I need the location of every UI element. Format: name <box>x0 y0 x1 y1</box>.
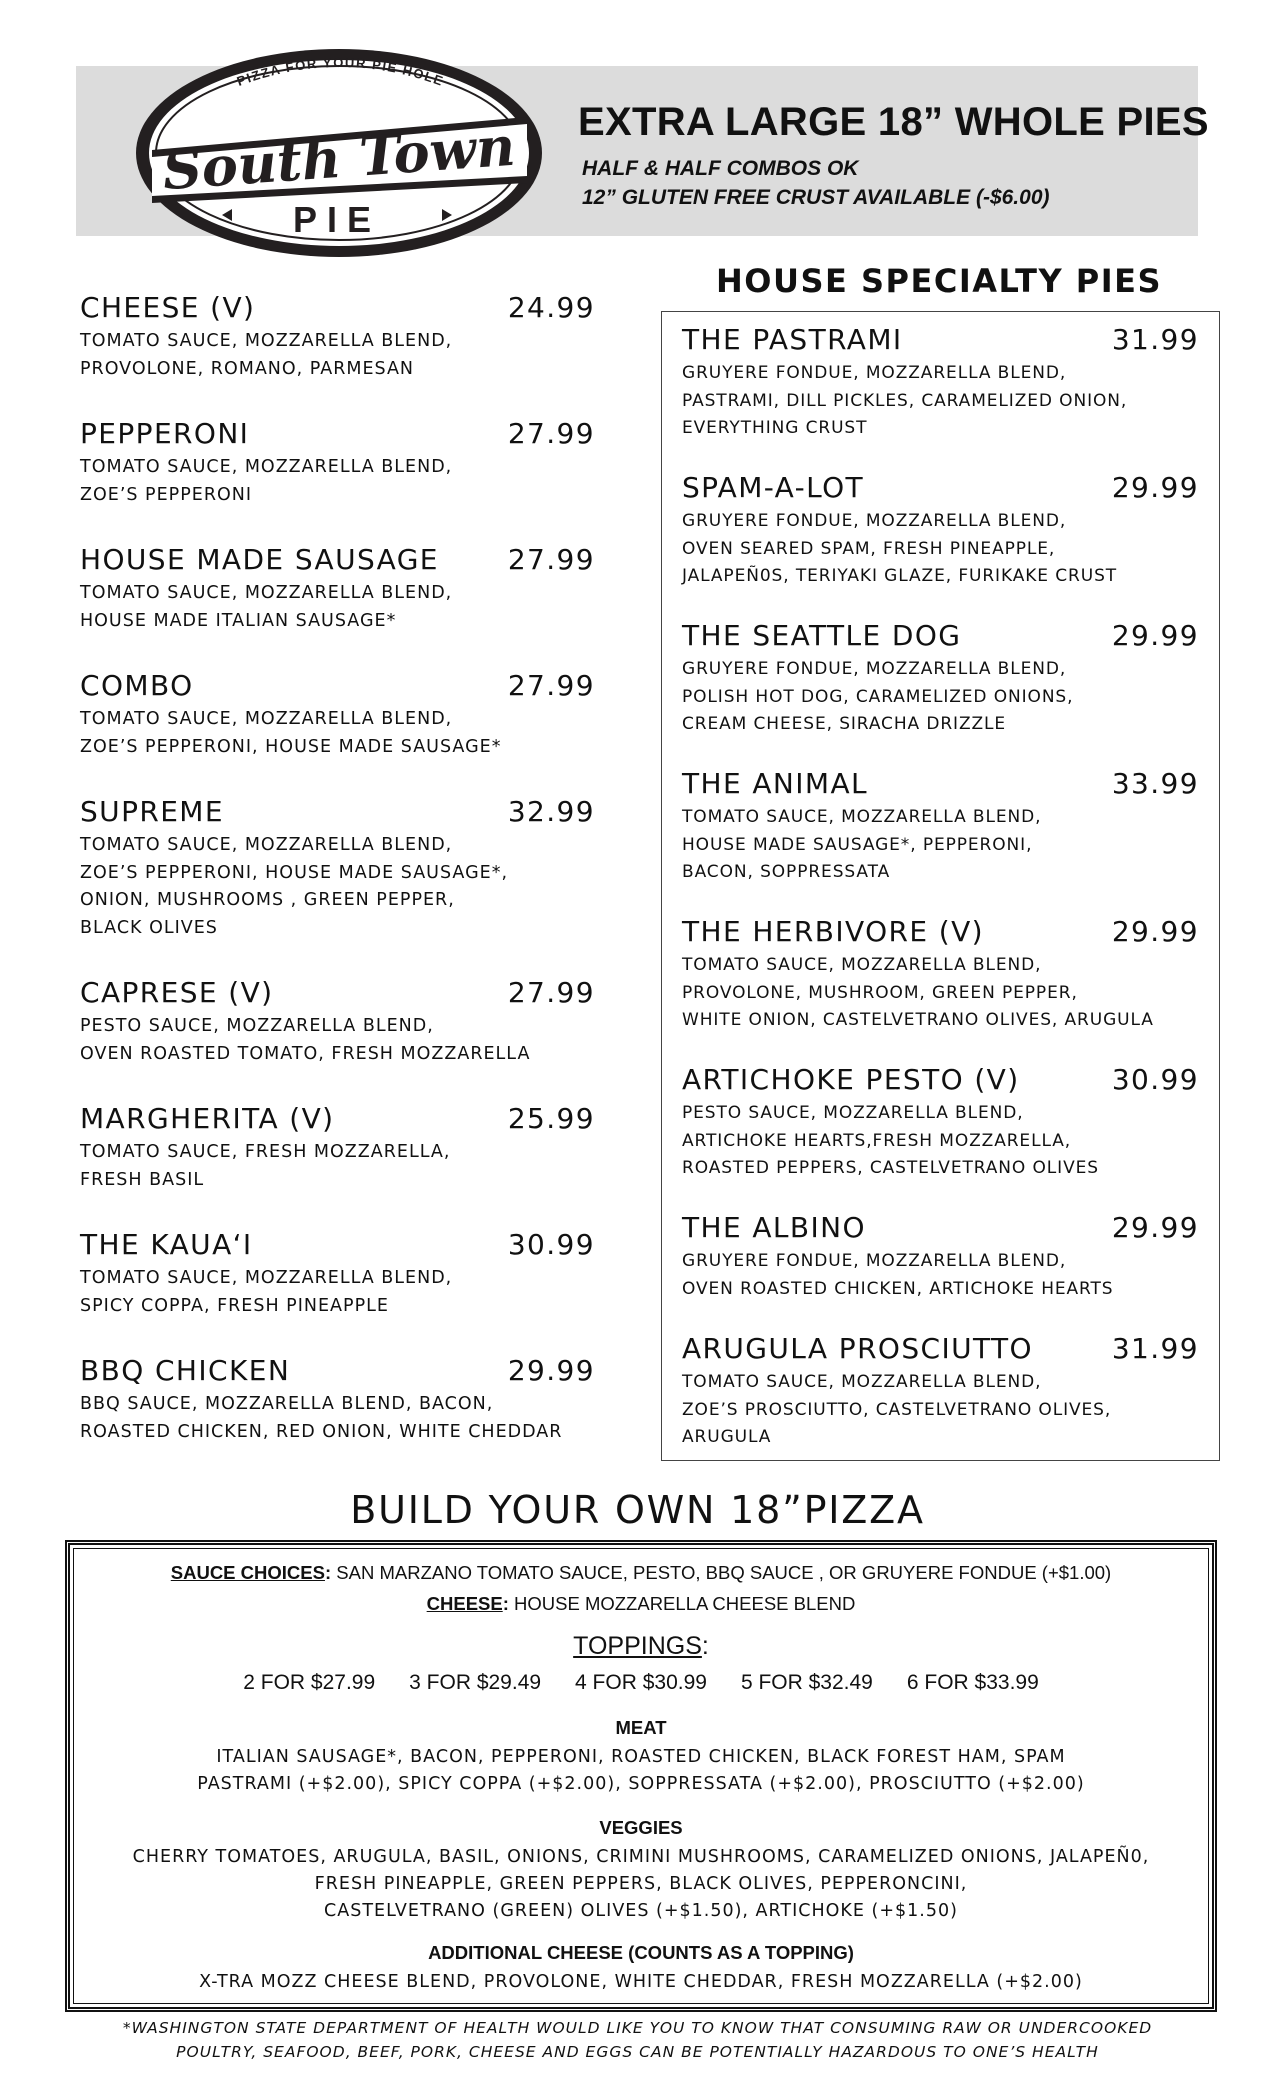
menu-item-name: THE PASTRAMI <box>682 323 903 356</box>
desc-line: TOMATO SAUCE, MOZZARELLA BLEND, <box>80 331 453 351</box>
desc-line: TOMATO SAUCE, FRESH MOZZARELLA, <box>80 1142 451 1162</box>
menu-item-description <box>80 706 595 761</box>
desc-line: ZOE’S PEPPERONI, HOUSE MADE SAUSAGE*, <box>80 862 509 883</box>
additional-cheese-line: X-TRA MOZZ CHEESE BLEND, PROVOLONE, WHITE CHEDDAR, FRESH MOZZARELLA (+$2.00) <box>199 1972 1083 1992</box>
veggie-line: CASTELVETRANO (GREEN) OLIVES (+$1.50), ARTICHOKE (+$1.50) <box>324 1901 958 1921</box>
cheese-text: HOUSE MOZZARELLA CHEESE BLEND <box>508 1593 856 1614</box>
menu-item-description <box>80 1139 595 1194</box>
toppings-label: TOPPINGS <box>573 1632 702 1660</box>
south-town-pie-logo <box>132 45 547 262</box>
menu-item <box>80 544 595 670</box>
menu-item-name: BBQ CHICKEN <box>80 1354 291 1387</box>
sauce-label: SAUCE CHOICES <box>170 1562 325 1583</box>
desc-line: ZOE’S PEPPERONI <box>80 484 253 505</box>
menu-item-price: 29.99 <box>507 1354 595 1387</box>
byo-inner-border <box>73 1548 1209 2004</box>
whole-pies-list <box>80 292 595 1481</box>
desc-line: GRUYERE FONDUE, MOZZARELLA BLEND, <box>682 511 1067 531</box>
byo-box <box>65 1540 1217 2012</box>
header-subtitle-combos: HALF & HALF COMBOS OK <box>582 157 859 180</box>
menu-item-price: 29.99 <box>1111 1211 1199 1244</box>
desc-line: TOMATO SAUCE, MOZZARELLA BLEND, <box>682 955 1042 975</box>
menu-item <box>80 1229 595 1355</box>
menu-item-name: MARGHERITA (V) <box>80 1102 335 1135</box>
menu-item-description <box>682 508 1199 591</box>
desc-line: JALAPEÑ0S, TERIYAKI GLAZE, FURIKAKE CRUST <box>682 566 1118 586</box>
menu-item-price: 27.99 <box>507 543 595 576</box>
topping-price: 6 FOR $33.99 <box>906 1671 1039 1694</box>
desc-line: HOUSE MADE SAUSAGE*, PEPPERONI, <box>682 834 1033 855</box>
byo-heading: BUILD YOUR OWN 18”PIZZA <box>350 1488 925 1532</box>
topping-price: 4 FOR $30.99 <box>575 1671 707 1694</box>
menu-item-description <box>682 360 1199 443</box>
menu-item <box>80 1103 595 1229</box>
desc-line: EVERYTHING CRUST <box>682 418 868 438</box>
header-title: EXTRA LARGE 18” WHOLE PIES <box>578 100 1209 144</box>
desc-line: ARTICHOKE HEARTS,FRESH MOZZARELLA, <box>682 1130 1072 1151</box>
menu-item-price: 30.99 <box>507 1228 595 1261</box>
menu-item-price: 27.99 <box>507 417 595 450</box>
desc-line: SPICY COPPA, FRESH PINEAPPLE <box>80 1295 389 1316</box>
menu-item-description <box>682 952 1199 1035</box>
menu-item-description <box>80 454 595 509</box>
menu-item-name: THE HERBIVORE (V) <box>682 915 984 948</box>
desc-line: GRUYERE FONDUE, MOZZARELLA BLEND, <box>682 363 1067 383</box>
toppings-colon: : <box>701 1632 709 1660</box>
menu-item-price: 27.99 <box>507 669 595 702</box>
desc-line: GRUYERE FONDUE, MOZZARELLA BLEND, <box>682 1251 1067 1271</box>
health-warning-line1: *WASHINGTON STATE DEPARTMENT OF HEALTH WOULD LIKE YOU TO KNOW THAT CONSUMING RAW OR UNDERCOOKED <box>122 2019 1153 2037</box>
menu-item-name: HOUSE MADE SAUSAGE <box>80 543 439 576</box>
health-warning-line2: POULTRY, SEAFOOD, BEEF, PORK, CHEESE AND EGGS CAN BE POTENTIALLY HAZARDOUS TO ONE’S HEALTH <box>176 2043 1099 2061</box>
desc-line: PROVOLONE, ROMANO, PARMESAN <box>80 358 415 379</box>
menu-item-description <box>682 656 1199 739</box>
desc-line: POLISH HOT DOG, CARAMELIZED ONIONS, <box>682 686 1074 707</box>
menu-item-price: 29.99 <box>1111 471 1199 504</box>
menu-item <box>682 620 1199 768</box>
menu-item <box>682 472 1199 620</box>
logo-name: South Town <box>160 113 518 203</box>
cheese-label: CHEESE <box>426 1593 503 1614</box>
menu-item-description <box>80 1265 595 1320</box>
toppings-heading <box>74 1632 1208 1661</box>
menu-item <box>682 1333 1199 1481</box>
menu-item-price: 31.99 <box>1111 1332 1199 1365</box>
menu-item-description <box>80 1391 595 1446</box>
veggies-heading: VEGGIES <box>599 1817 683 1838</box>
menu-item <box>682 324 1199 472</box>
menu-item-price: 32.99 <box>507 795 595 828</box>
topping-price: 3 FOR $29.49 <box>409 1671 542 1694</box>
menu-item-description <box>80 328 595 383</box>
menu-item-name: CAPRESE (V) <box>80 976 274 1009</box>
desc-line: OVEN ROASTED TOMATO, FRESH MOZZARELLA <box>80 1043 531 1064</box>
menu-item <box>80 418 595 544</box>
meat-line: ITALIAN SAUSAGE*, BACON, PEPPERONI, ROASTED CHICKEN, BLACK FOREST HAM, SPAM <box>216 1747 1066 1767</box>
meat-heading: MEAT <box>615 1717 667 1738</box>
desc-line: BBQ SAUCE, MOZZARELLA BLEND, BACON, <box>80 1394 494 1414</box>
topping-price: 2 FOR $27.99 <box>243 1671 376 1694</box>
desc-line: WHITE ONION, CASTELVETRANO OLIVES, ARUGULA <box>682 1010 1154 1030</box>
menu-item <box>80 796 595 977</box>
menu-item-description <box>682 1248 1199 1303</box>
desc-line: TOMATO SAUCE, MOZZARELLA BLEND, <box>80 835 453 855</box>
menu-item-price: 24.99 <box>507 291 595 324</box>
menu-item <box>80 977 595 1103</box>
desc-line: BLACK OLIVES <box>80 917 218 938</box>
menu-item-name: ARTICHOKE PESTO (V) <box>682 1063 1020 1096</box>
desc-line: ARUGULA <box>682 1427 772 1447</box>
cheese-colon: : <box>502 1593 509 1614</box>
menu-item-name: COMBO <box>80 669 194 702</box>
desc-line: FRESH BASIL <box>80 1169 205 1190</box>
desc-line: ROASTED PEPPERS, CASTELVETRANO OLIVES <box>682 1158 1099 1178</box>
menu-item-price: 33.99 <box>1111 767 1199 800</box>
desc-line: CREAM CHEESE, SIRACHA DRIZZLE <box>682 714 1007 734</box>
veggie-line: FRESH PINEAPPLE, GREEN PEPPERS, BLACK OLIVES, PEPPERONCINI, <box>314 1874 968 1894</box>
menu-item-name: PEPPERONI <box>80 417 250 450</box>
menu-item-description <box>80 832 595 942</box>
meat-line: PASTRAMI (+$2.00), SPICY COPPA (+$2.00), SOPPRESSATA (+$2.00), PROSCIUTTO (+$2.00) <box>197 1774 1085 1794</box>
sauce-choices-line <box>74 1562 1208 1584</box>
sauce-colon: : <box>324 1562 332 1583</box>
desc-line: OVEN SEARED SPAM, FRESH PINEAPPLE, <box>682 538 1056 559</box>
menu-item-price: 29.99 <box>1111 915 1199 948</box>
menu-item <box>682 916 1199 1064</box>
desc-line: TOMATO SAUCE, MOZZARELLA BLEND, <box>80 457 453 477</box>
menu-item <box>682 1064 1199 1212</box>
menu-item <box>80 292 595 418</box>
logo-tagline: PIZZA FOR YOUR PIE HOLE <box>234 54 447 90</box>
menu-item <box>682 1212 1199 1333</box>
desc-line: TOMATO SAUCE, MOZZARELLA BLEND, <box>80 709 453 729</box>
cheese-line <box>74 1593 1208 1615</box>
menu-item-description <box>682 1369 1199 1452</box>
desc-line: TOMATO SAUCE, MOZZARELLA BLEND, <box>80 1268 453 1288</box>
desc-line: OVEN ROASTED CHICKEN, ARTICHOKE HEARTS <box>682 1278 1114 1299</box>
menu-item-name: CHEESE (V) <box>80 291 256 324</box>
menu-item-name: THE ANIMAL <box>682 767 869 800</box>
menu-item-price: 25.99 <box>507 1102 595 1135</box>
menu-item-price: 27.99 <box>507 976 595 1009</box>
topping-prices <box>74 1671 1208 1695</box>
desc-line: HOUSE MADE ITALIAN SAUSAGE* <box>80 610 397 631</box>
menu-item-name: SUPREME <box>80 795 224 828</box>
desc-line: ZOE’S PROSCIUTTO, CASTELVETRANO OLIVES, <box>682 1399 1112 1420</box>
menu-item-description <box>80 1013 595 1068</box>
additional-cheese-heading: ADDITIONAL CHEESE (COUNTS AS A TOPPING) <box>428 1942 854 1963</box>
menu-item-description <box>80 580 595 635</box>
menu-item-description <box>682 804 1199 887</box>
menu-item-price: 31.99 <box>1111 323 1199 356</box>
menu-item-price: 29.99 <box>1111 619 1199 652</box>
veggie-line: CHERRY TOMATOES, ARUGULA, BASIL, ONIONS, CRIMINI MUSHROOMS, CARAMELIZED ONIONS, JALAPEÑ0, <box>132 1847 1150 1867</box>
desc-line: PROVOLONE, MUSHROOM, GREEN PEPPER, <box>682 982 1078 1003</box>
desc-line: PESTO SAUCE, MOZZARELLA BLEND, <box>80 1016 434 1036</box>
desc-line: ROASTED CHICKEN, RED ONION, WHITE CHEDDAR <box>80 1421 563 1442</box>
menu-item-name: ARUGULA PROSCIUTTO <box>682 1332 1034 1365</box>
logo-sub: PIE <box>292 199 382 240</box>
menu-item <box>682 768 1199 916</box>
desc-line: PASTRAMI, DILL PICKLES, CARAMELIZED ONION, <box>682 390 1128 411</box>
desc-line: GRUYERE FONDUE, MOZZARELLA BLEND, <box>682 659 1067 679</box>
specialty-heading: HOUSE SPECIALTY PIES <box>715 262 1163 300</box>
desc-line: BACON, SOPPRESSATA <box>682 862 891 882</box>
specialty-pies-box <box>661 311 1220 1461</box>
desc-line: TOMATO SAUCE, MOZZARELLA BLEND, <box>682 1372 1042 1392</box>
menu-item-name: THE KAUA‘I <box>80 1228 253 1261</box>
menu-item-name: THE ALBINO <box>682 1211 866 1244</box>
menu-item-description <box>682 1100 1199 1183</box>
desc-line: ZOE’S PEPPERONI, HOUSE MADE SAUSAGE* <box>80 736 502 757</box>
desc-line: ONION, MUSHROOMS , GREEN PEPPER, <box>80 890 455 910</box>
menu-item-name: SPAM-A-LOT <box>682 471 865 504</box>
topping-price: 5 FOR $32.49 <box>740 1671 873 1694</box>
menu-item <box>80 1355 595 1481</box>
sauce-text: SAN MARZANO TOMATO SAUCE, PESTO, BBQ SAUCE , OR GRUYERE FONDUE (+$1.00) <box>331 1562 1112 1583</box>
header-subtitle-gluten-free: 12” GLUTEN FREE CRUST AVAILABLE (-$6.00) <box>582 186 1050 209</box>
menu-item <box>80 670 595 796</box>
desc-line: TOMATO SAUCE, MOZZARELLA BLEND, <box>80 583 453 603</box>
desc-line: TOMATO SAUCE, MOZZARELLA BLEND, <box>682 807 1042 827</box>
menu-item-name: THE SEATTLE DOG <box>682 619 962 652</box>
desc-line: PESTO SAUCE, MOZZARELLA BLEND, <box>682 1103 1024 1123</box>
menu-item-price: 30.99 <box>1111 1063 1199 1096</box>
